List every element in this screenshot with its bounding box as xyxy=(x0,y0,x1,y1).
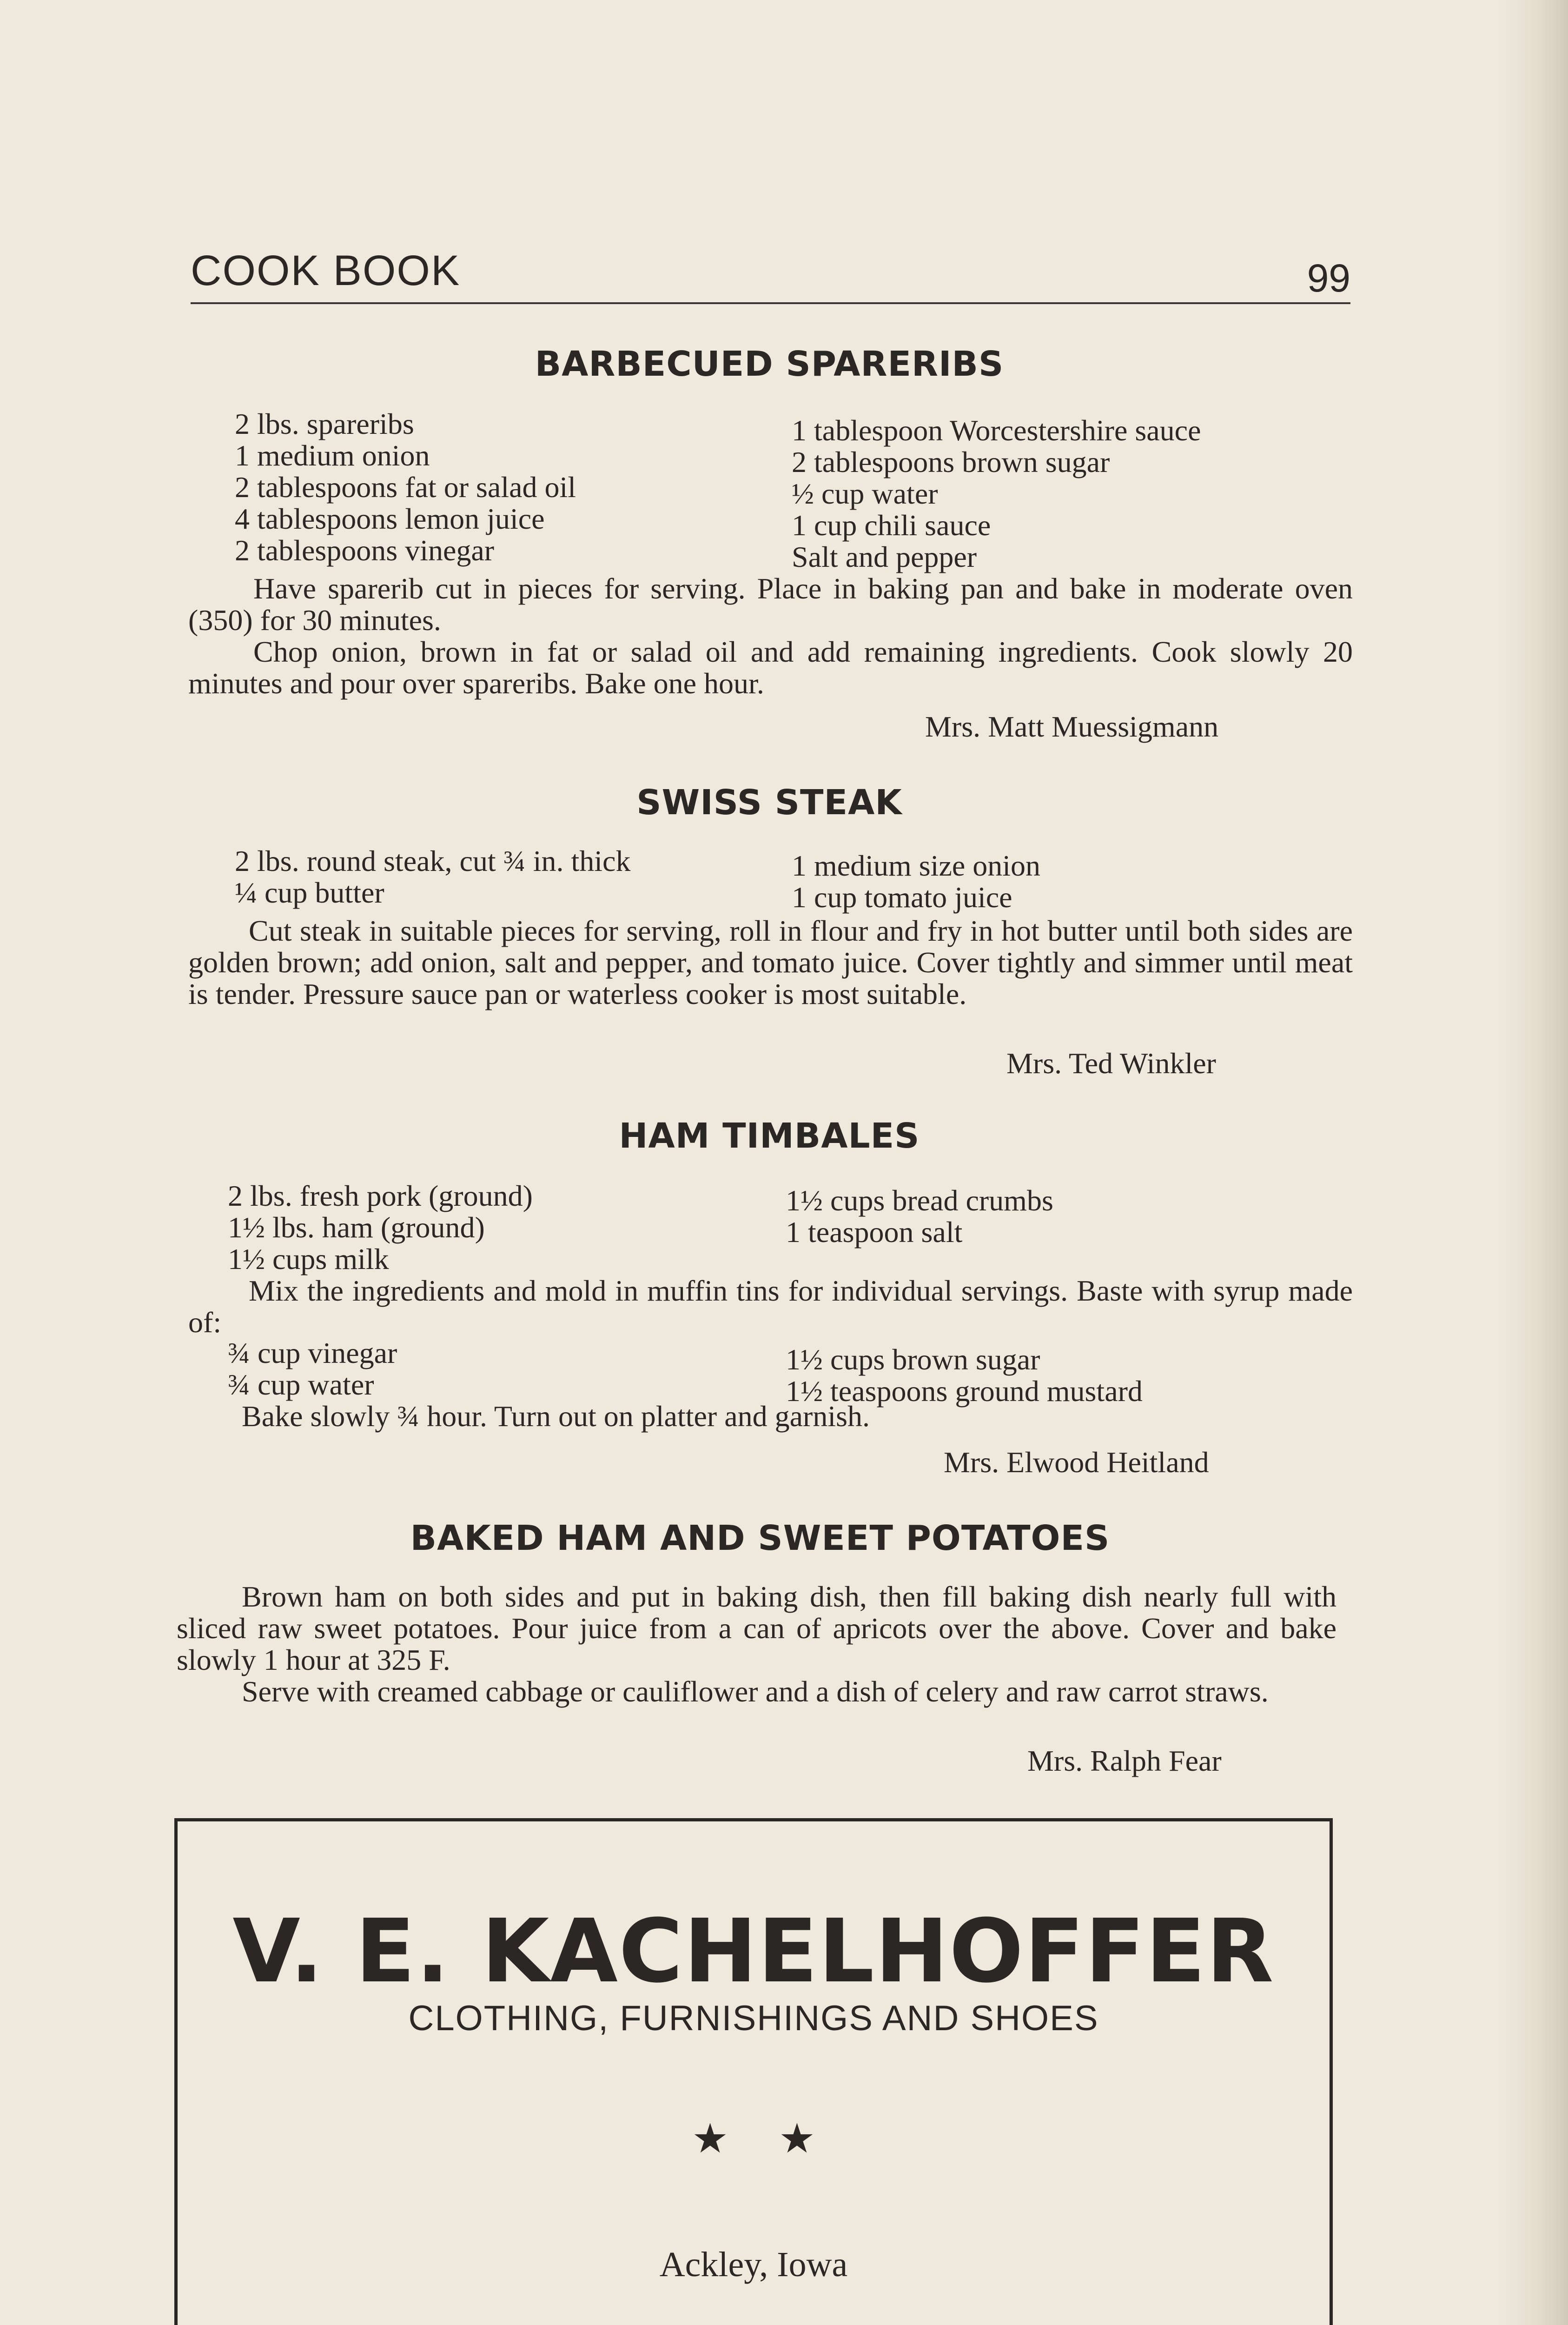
recipe-title-barbecued-spareribs: BARBECUED SPARERIBS xyxy=(535,344,1004,384)
recipe-title-baked-ham-sweet-potatoes: BAKED HAM AND SWEET POTATOES xyxy=(410,1518,1110,1558)
star-icons: ★ ★ xyxy=(692,2114,815,2162)
instruction-paragraph: Serve with creamed cabbage or cauliflower and a dish of celery and raw carrot straws. xyxy=(242,1675,1269,1708)
ingredient-right: 1 medium size onion xyxy=(792,849,1041,882)
syrup-ingredient-left: ¾ cup vinegar xyxy=(228,1336,397,1369)
instruction-paragraph: Mix the ingredients and mold in muffin tins for individual servings. Baste with syrup made of: xyxy=(188,1274,1353,1339)
ingredient-right: 2 tablespoons brown sugar xyxy=(792,445,1110,478)
ingredient-right: ½ cup water xyxy=(792,477,938,510)
advertiser-tagline: CLOTHING, FURNISHINGS AND SHOES xyxy=(408,1999,1099,2038)
syrup-ingredient-right: 1½ cups brown sugar xyxy=(786,1343,1040,1376)
ingredient-left: 4 tablespoons lemon juice xyxy=(235,502,545,535)
advertiser-location: Ackley, Iowa xyxy=(659,2245,848,2284)
recipe-author: Mrs. Matt Muessigmann xyxy=(925,710,1219,743)
ingredient-left: 1 medium onion xyxy=(235,439,430,472)
ingredient-left: 1½ lbs. ham (ground) xyxy=(228,1211,485,1244)
ingredient-left: 2 tablespoons vinegar xyxy=(235,534,495,567)
ingredient-left: 2 lbs. spareribs xyxy=(235,407,414,440)
ingredient-right: Salt and pepper xyxy=(792,540,977,573)
instruction-paragraph: Brown ham on both sides and put in baking dish, then fill baking dish nearly full with sliced raw sweet potatoes. Pour juice from a can of apricots over the above. Cover and bake slowly 1 hour at 325 F. xyxy=(177,1580,1336,1676)
advertisement-box xyxy=(174,1818,1333,2325)
recipe-author: Mrs. Ralph Fear xyxy=(1027,1744,1222,1777)
advertiser-name: V. E. KACHELHOFFER xyxy=(232,1900,1275,2002)
page-edge-shadow xyxy=(1498,0,1568,2325)
running-title: COOK BOOK xyxy=(191,247,461,294)
ingredient-left: 2 tablespoons fat or salad oil xyxy=(235,471,576,504)
ingredient-left: 1½ cups milk xyxy=(228,1242,389,1275)
page-header xyxy=(191,242,1350,304)
syrup-ingredient-right: 1½ teaspoons ground mustard xyxy=(786,1375,1143,1408)
instruction-paragraph: Chop onion, brown in fat or salad oil and add remaining ingredients. Cook slowly 20 minutes and pour over spareribs. Bake one hour. xyxy=(188,635,1353,700)
ingredient-right: 1 cup chili sauce xyxy=(792,509,991,542)
recipe-author: Mrs. Ted Winkler xyxy=(1006,1047,1216,1080)
instruction-paragraph: Have sparerib cut in pieces for serving. Place in baking pan and bake in moderate oven (350) for 30 minutes. xyxy=(188,572,1353,637)
ingredient-right: 1 tablespoon Worcestershire sauce xyxy=(792,414,1201,447)
ingredient-right: 1 teaspoon salt xyxy=(786,1216,963,1249)
page-number: 99 xyxy=(1307,256,1350,300)
closing-instruction: Bake slowly ¾ hour. Turn out on platter and garnish. xyxy=(242,1400,870,1433)
recipe-author: Mrs. Elwood Heitland xyxy=(944,1446,1209,1479)
recipe-title-swiss-steak: SWISS STEAK xyxy=(636,783,902,823)
ingredient-left: 2 lbs. fresh pork (ground) xyxy=(228,1179,533,1212)
syrup-ingredient-left: ¾ cup water xyxy=(228,1368,374,1401)
recipe-title-ham-timbales: HAM TIMBALES xyxy=(619,1116,920,1156)
ingredient-right: 1½ cups bread crumbs xyxy=(786,1184,1053,1217)
ingredient-right: 1 cup tomato juice xyxy=(792,881,1012,914)
ingredient-left: ¼ cup butter xyxy=(235,876,384,909)
ingredient-left: 2 lbs. round steak, cut ¾ in. thick xyxy=(235,844,631,877)
instruction-paragraph: Cut steak in suitable pieces for serving, roll in flour and fry in hot butter until both sides are golden brown; add onion, salt and pepper, and tomato juice. Cover tightly and simmer until meat is tender. Pressure sauce pan or waterless cooker is most suitable. xyxy=(188,914,1353,1010)
